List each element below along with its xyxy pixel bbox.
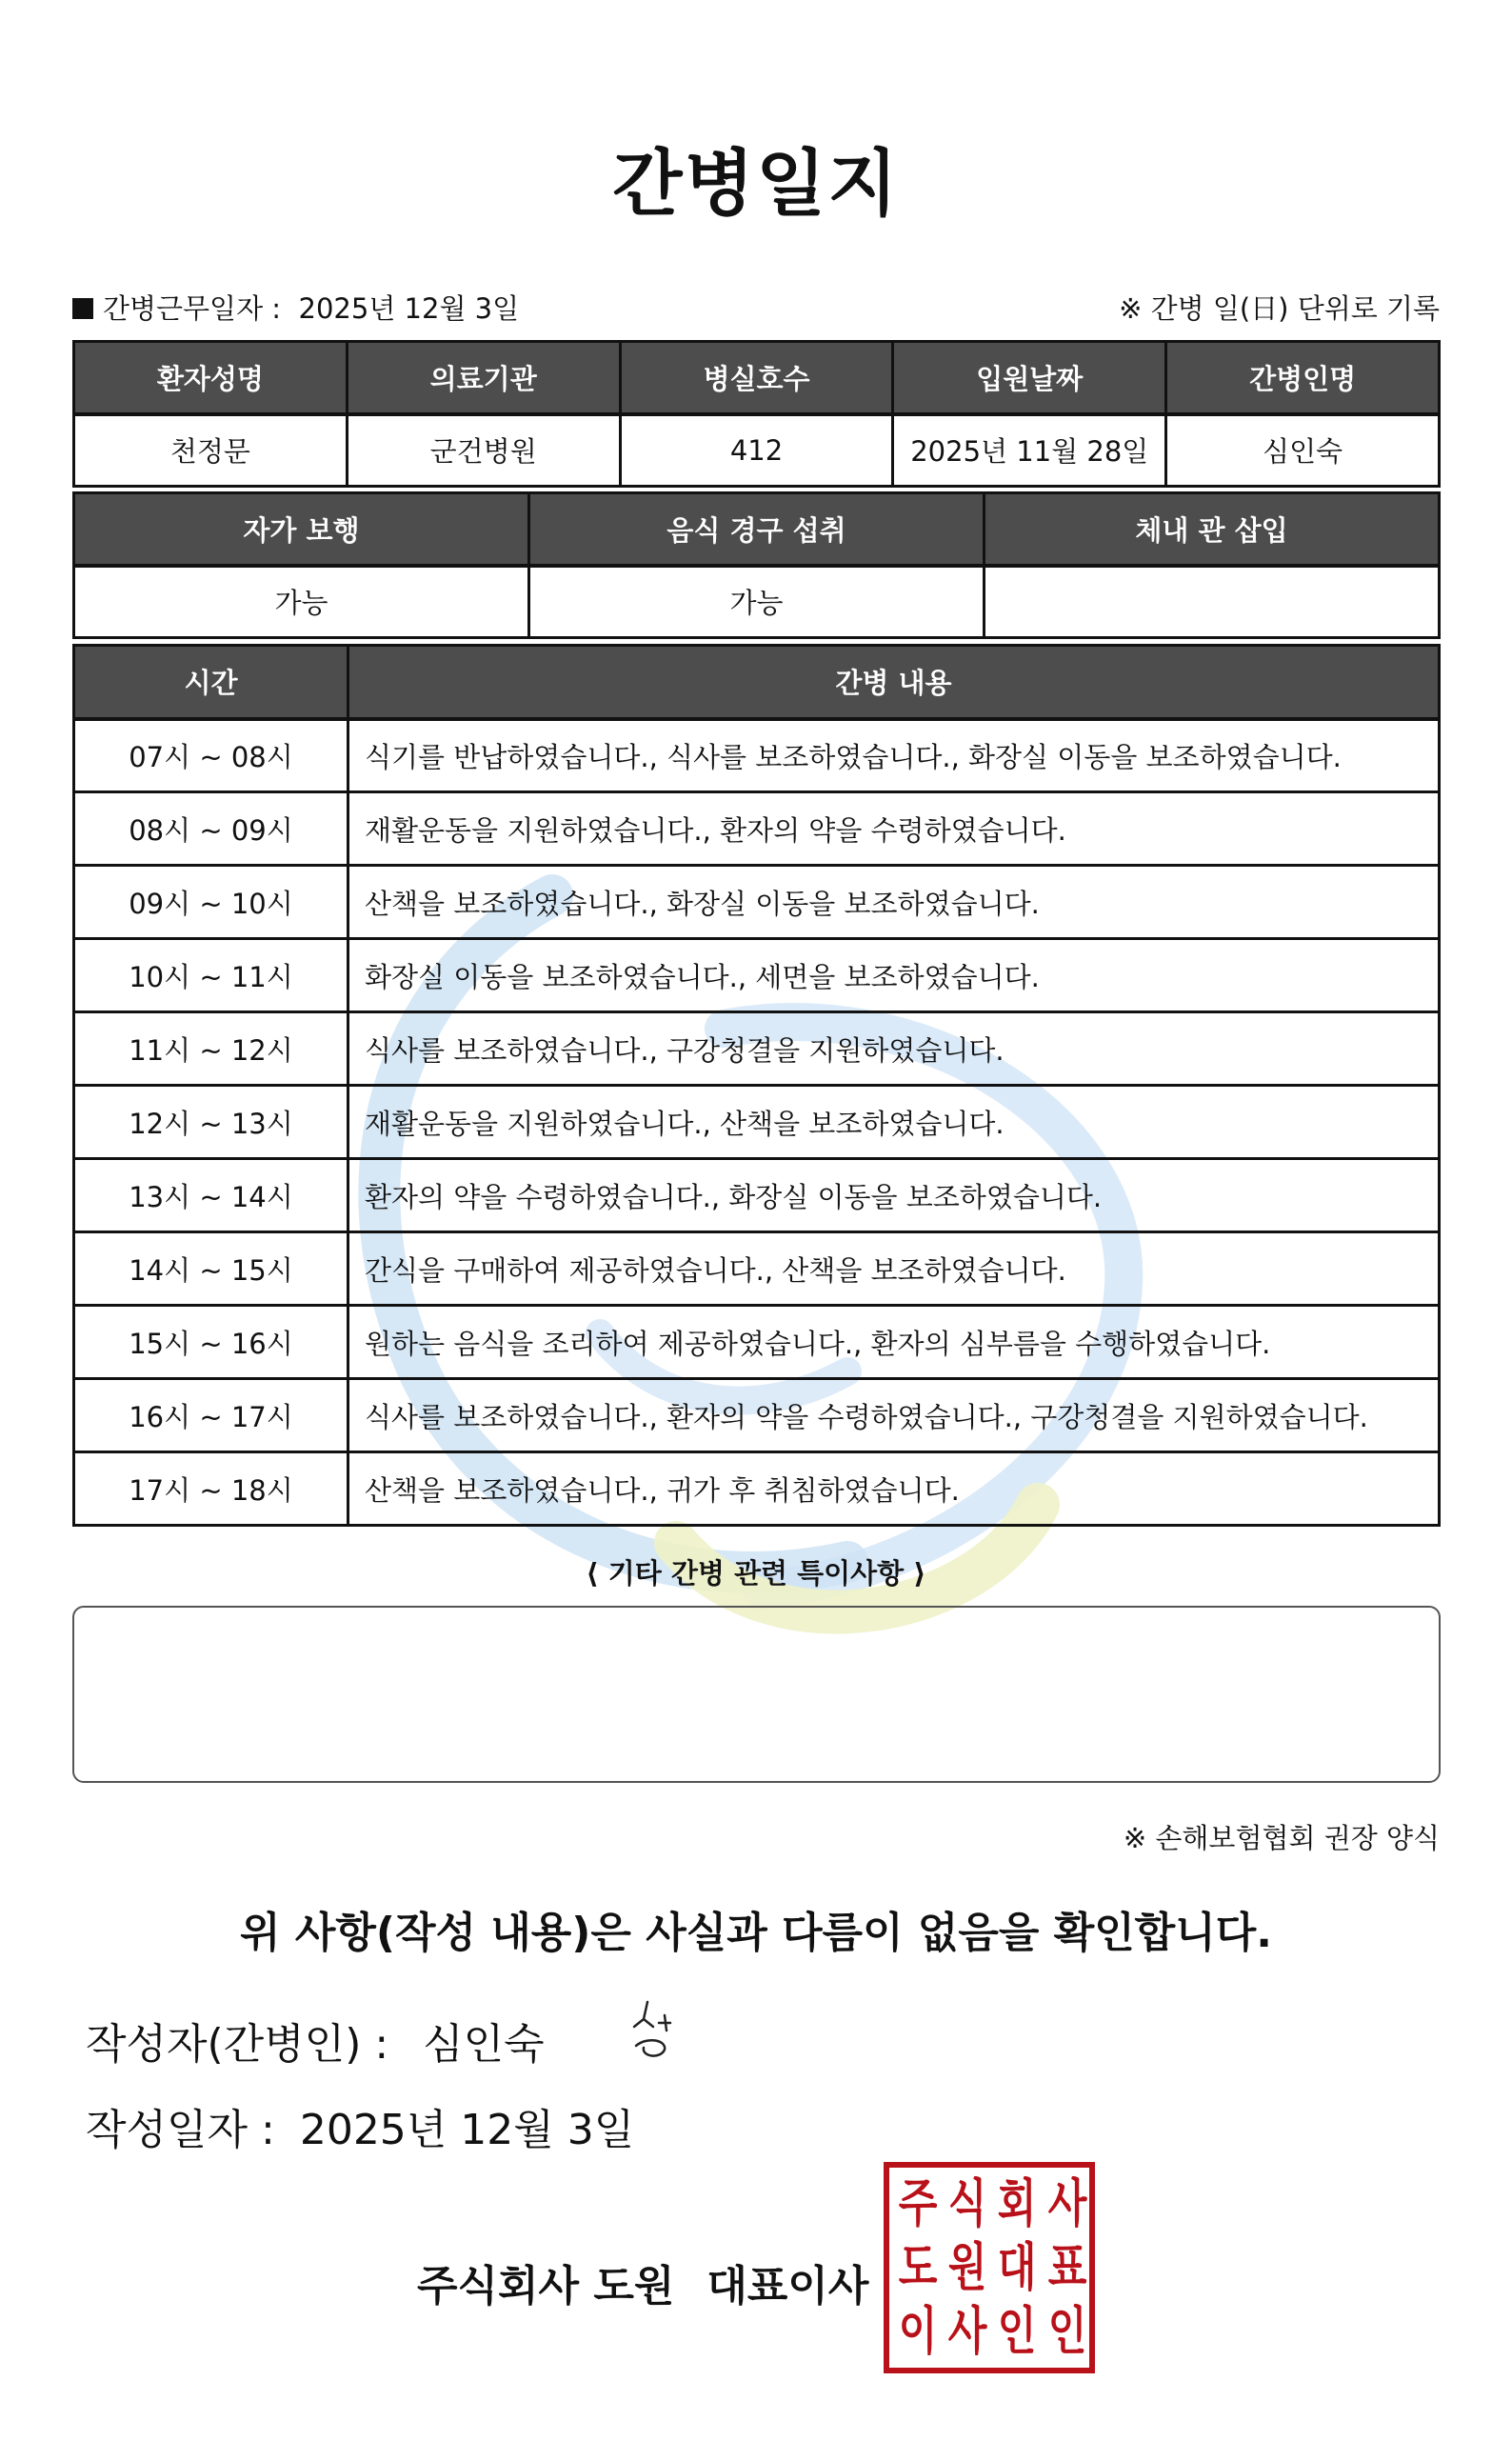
seal-glyph: 원 [947, 2236, 987, 2297]
seal-glyph: 회 [998, 2172, 1037, 2233]
table-row [74, 1086, 1440, 1159]
time-cell: 08시 ~ 09시 [74, 792, 348, 866]
content-cell: 원하는 음식을 조리하여 제공하였습니다., 환자의 심부름을 수행하였습니다. [348, 1306, 1440, 1379]
seal-glyph: 인 [998, 2301, 1037, 2362]
signature-image [609, 1998, 686, 2067]
time-cell: 12시 ~ 13시 [74, 1086, 348, 1159]
work-date-label: 간병근무일자 : [103, 292, 282, 325]
header-cell: 병실호수 [620, 342, 893, 414]
time-cell: 10시 ~ 11시 [74, 939, 348, 1012]
table-row [74, 939, 1440, 1012]
header-cell: 간병 내용 [348, 646, 1440, 719]
seal-glyph: 이 [898, 2301, 938, 2362]
time-cell: 09시 ~ 10시 [74, 866, 348, 939]
day-note: ※ 간병 일(日) 단위로 기록 [1119, 292, 1440, 325]
header-cell: 환자성명 [74, 342, 348, 414]
table-row [74, 1012, 1440, 1086]
work-date-value: 2025년 12월 3일 [298, 292, 520, 325]
header-cell: 시간 [74, 646, 348, 719]
seal-glyph: 표 [1047, 2236, 1086, 2297]
patient-name: 천정문 [74, 414, 348, 487]
seal-glyph: 대 [998, 2236, 1037, 2297]
writer-label: 작성자(간병인) : [86, 2020, 389, 2069]
room-number: 412 [620, 414, 893, 487]
notes-heading: ⟨ 기타 간병 관련 특이사항 ⟩ [586, 1557, 926, 1590]
content-cell: 산책을 보조하였습니다., 화장실 이동을 보조하였습니다. [348, 866, 1440, 939]
square-bullet-icon [72, 298, 93, 319]
written-date-row [86, 2095, 634, 2156]
content-cell: 환자의 약을 수령하였습니다., 화장실 이동을 보조하였습니다. [348, 1159, 1440, 1232]
table-row [74, 792, 1440, 866]
table-row [74, 414, 1440, 487]
written-date-label: 작성일자 : [86, 2106, 275, 2154]
writer-row [86, 2010, 545, 2071]
seal-glyph: 도 [898, 2236, 938, 2297]
table-header-row [74, 646, 1440, 719]
seal-glyph: 사 [947, 2301, 987, 2362]
table-row [74, 1306, 1440, 1379]
time-cell: 16시 ~ 17시 [74, 1379, 348, 1452]
oral-intake: 가능 [529, 566, 985, 638]
time-cell: 13시 ~ 14시 [74, 1159, 348, 1232]
table-row [74, 1452, 1440, 1526]
content-cell: 식사를 보조하였습니다., 환자의 약을 수령하였습니다., 구강청결을 지원하였습니다. [348, 1379, 1440, 1452]
company-signature-line [417, 2251, 868, 2312]
table-header-row [74, 342, 1440, 414]
time-cell: 11시 ~ 12시 [74, 1012, 348, 1086]
table-row [74, 1232, 1440, 1306]
hospital: 군건병원 [347, 414, 620, 487]
caregiver-name: 심인숙 [1166, 414, 1440, 487]
written-date-value: 2025년 12월 3일 [299, 2106, 635, 2154]
seal-glyph: 식 [947, 2172, 987, 2233]
table-row [74, 1159, 1440, 1232]
header-cell: 자가 보행 [74, 493, 529, 566]
time-cell: 14시 ~ 15시 [74, 1232, 348, 1306]
work-date [72, 288, 519, 327]
table-header-row [74, 493, 1440, 566]
content-cell: 식사를 보조하였습니다., 구강청결을 지원하였습니다. [348, 1012, 1440, 1086]
document-title: 간병일지 [612, 141, 900, 226]
table-row [74, 866, 1440, 939]
time-cell: 07시 ~ 08시 [74, 719, 348, 792]
seal-glyph: 사 [1047, 2172, 1086, 2233]
header-cell: 입원날짜 [893, 342, 1166, 414]
table-row [74, 1379, 1440, 1452]
patient-status-table [72, 491, 1441, 639]
content-cell: 산책을 보조하였습니다., 귀가 후 취침하였습니다. [348, 1452, 1440, 1526]
company-title: 대표이사 [706, 2262, 869, 2311]
table-row [74, 719, 1440, 792]
confirmation-statement: 위 사항(작성 내용)은 사실과 다름이 없음을 확인합니다. [240, 1909, 1272, 1957]
header-cell: 의료기관 [347, 342, 620, 414]
content-cell: 식기를 반납하였습니다., 식사를 보조하였습니다., 화장실 이동을 보조하였습니다. [348, 719, 1440, 792]
company-name: 주식회사 도원 [417, 2262, 675, 2311]
company-seal-stamp [884, 2162, 1095, 2373]
notes-box [72, 1606, 1441, 1783]
content-cell: 재활운동을 지원하였습니다., 산책을 보조하였습니다. [348, 1086, 1440, 1159]
time-cell: 15시 ~ 16시 [74, 1306, 348, 1379]
header-cell: 체내 관 삽입 [985, 493, 1440, 566]
header-cell: 간병인명 [1166, 342, 1440, 414]
form-note: ※ 손해보험협회 권장 양식 [1123, 1822, 1440, 1854]
patient-info-table [72, 340, 1441, 488]
tube-insertion [985, 566, 1440, 638]
content-cell: 간식을 구매하여 제공하였습니다., 산책을 보조하였습니다. [348, 1232, 1440, 1306]
care-log-table [72, 644, 1441, 1527]
self-walking: 가능 [74, 566, 529, 638]
header-cell: 음식 경구 섭취 [529, 493, 985, 566]
time-cell: 17시 ~ 18시 [74, 1452, 348, 1526]
content-cell: 재활운동을 지원하였습니다., 환자의 약을 수령하였습니다. [348, 792, 1440, 866]
seal-glyph: 인 [1047, 2301, 1086, 2362]
writer-value: 심인숙 [423, 2020, 545, 2069]
admission-date: 2025년 11월 28일 [893, 414, 1166, 487]
content-cell: 화장실 이동을 보조하였습니다., 세면을 보조하였습니다. [348, 939, 1440, 1012]
seal-glyph: 주 [898, 2172, 938, 2233]
table-row [74, 566, 1440, 638]
